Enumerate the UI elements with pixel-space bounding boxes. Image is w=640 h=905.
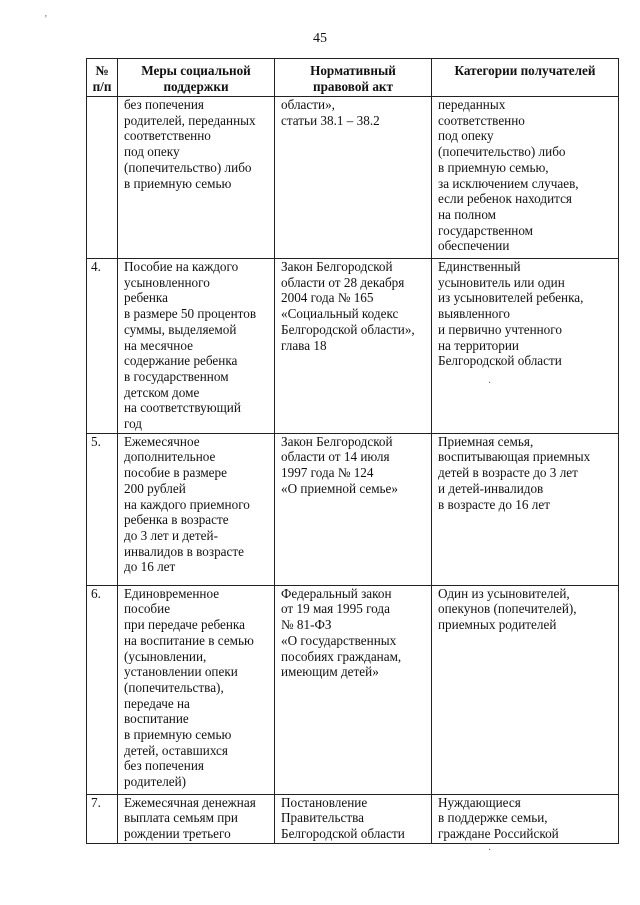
scan-mark: ' — [45, 14, 47, 25]
row-measure: Единовременное пособие при передаче ребенка на воспитание в семью (усыновлении, установлении опеки (попечительства), передаче на воспитание в приемную семью детей, оставшихся без попечения родителей) — [118, 585, 275, 794]
page-number: 45 — [313, 31, 327, 46]
header-recipients: Категории получателей — [432, 59, 619, 97]
row-recipients: переданных соответственно под опеку (попечительство) либо в приемную семью, за исключением случаев, если ребенок находится на полном государственном обеспечении — [432, 97, 619, 259]
row-measure: Пособие на каждого усыновленного ребенка в размере 50 процентов суммы, выделяемой на месячное содержание ребенка в государственном детском доме на соответствующий год — [118, 259, 275, 434]
row-legal-act: Закон Белгородской области от 28 декабря 2004 года № 165 «Социальный кодекс Белгородской области», глава 18 — [275, 259, 432, 434]
table-row — [87, 585, 619, 794]
table-header-row — [87, 59, 619, 97]
row-number: 4. — [87, 259, 118, 434]
header-number: № п/п — [87, 59, 118, 97]
row-recipients: Единственный усыновитель или один из усыновителей ребенка, выявленного и первично учтенного на территории Белгородской области — [432, 259, 619, 434]
table-row — [87, 794, 619, 843]
row-number — [87, 97, 118, 259]
scan-mark: · — [488, 845, 492, 856]
header-legal-act: Нормативный правовой акт — [275, 59, 432, 97]
row-recipients: Нуждающиеся в поддержке семьи, граждане Российской — [432, 794, 619, 843]
row-recipients: Приемная семья, воспитывающая приемных детей в возрасте до 3 лет и детей-инвалидов в возрасте до 16 лет — [432, 433, 619, 585]
scan-mark: · — [488, 378, 492, 389]
row-number: 7. — [87, 794, 118, 843]
table-row — [87, 97, 619, 259]
row-number: 6. — [87, 585, 118, 794]
row-legal-act: Постановление Правительства Белгородской области — [275, 794, 432, 843]
table-row — [87, 259, 619, 434]
row-legal-act: области», статьи 38.1 – 38.2 — [275, 97, 432, 259]
table-row — [87, 433, 619, 585]
social-support-table-container — [86, 58, 618, 844]
row-number: 5. — [87, 433, 118, 585]
row-legal-act: Федеральный закон от 19 мая 1995 года № 81-ФЗ «О государственных пособиях гражданам, имеющим детей» — [275, 585, 432, 794]
row-legal-act: Закон Белгородской области от 14 июля 1997 года № 124 «О приемной семье» — [275, 433, 432, 585]
row-measure: без попечения родителей, переданных соответственно под опеку (попечительство) либо в приемную семью — [118, 97, 275, 259]
row-measure: Ежемесячная денежная выплата семьям при рождении третьего — [118, 794, 275, 843]
row-measure: Ежемесячное дополнительное пособие в размере 200 рублей на каждого приемного ребенка в возрасте до 3 лет и детей- инвалидов в возрасте до 16 лет — [118, 433, 275, 585]
header-measures: Меры социальной поддержки — [118, 59, 275, 97]
social-support-table — [86, 58, 619, 844]
row-recipients: Один из усыновителей, опекунов (попечителей), приемных родителей — [432, 585, 619, 794]
